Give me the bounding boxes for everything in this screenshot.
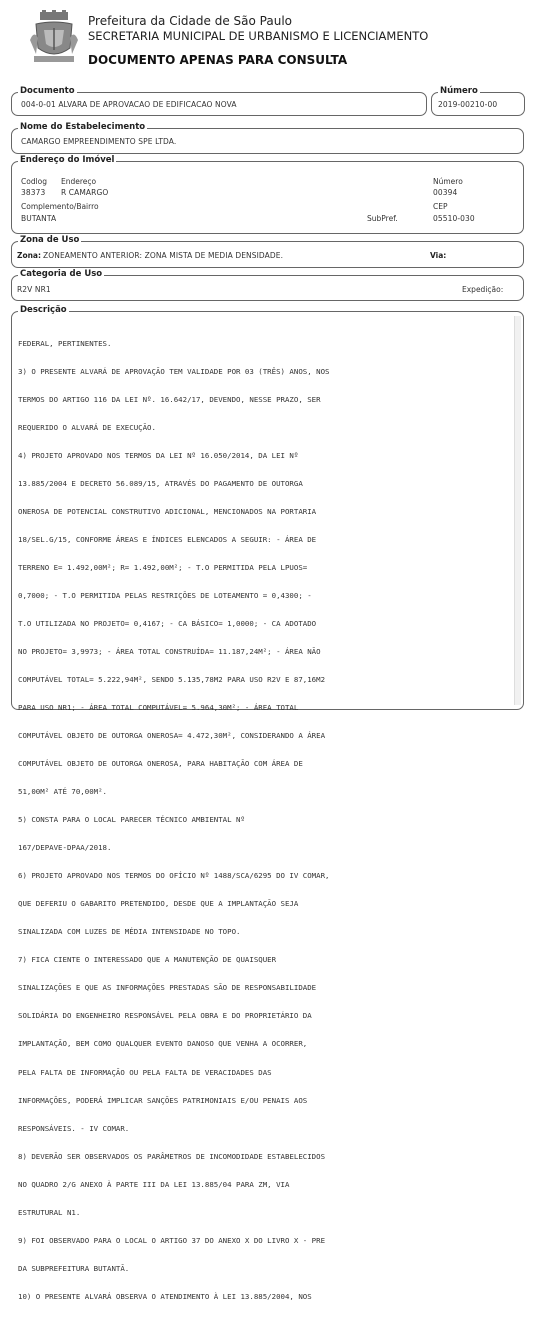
endereco-numero-label: Número — [433, 177, 463, 186]
page-title: DOCUMENTO APENAS PARA CONSULTA — [88, 53, 348, 67]
descricao-line: 5) CONSTA PARA O LOCAL PARECER TÉCNICO AMBIENTAL Nº — [18, 815, 245, 825]
descricao-line: SINALIZADA COM LUZES DE MÉDIA INTENSIDADE NO TOPO. — [18, 927, 241, 937]
descricao-line: COMPUTÁVEL OBJETO DE OUTORGA ONEROSA= 4.472,30M², CONSIDERANDO A ÁREA — [18, 731, 326, 741]
city-crest-icon — [30, 10, 78, 66]
descricao-line: ESTRUTURAL N1. — [18, 1207, 81, 1217]
descricao-line: NO PROJETO= 3,9973; - ÁREA TOTAL CONSTRUÍDA= 11.187,24M²; - ÁREA NÃO — [18, 647, 321, 657]
categoria-value: R2V NR1 — [17, 285, 51, 294]
descricao-line: PARA USO NR1; - ÁREA TOTAL COMPUTÁVEL= 5.964,30M²; - ÁREA TOTAL — [18, 703, 299, 713]
descricao-line: T.O UTILIZADA NO PROJETO= 0,4167; - CA BÁSICO= 1,0000; - CA ADOTADO — [18, 619, 317, 628]
descricao-legend: Descrição — [20, 305, 67, 315]
codlog-label: Codlog — [21, 177, 48, 186]
descricao-line: FEDERAL, PERTINENTES. — [18, 338, 112, 348]
endereco-box — [11, 155, 524, 234]
descricao-line: 167/DEPAVE-DPAA/2018. — [18, 843, 112, 853]
descricao-text — [18, 320, 513, 1320]
numero-box — [431, 86, 525, 116]
numero-label: Número — [440, 86, 478, 96]
zona-value: ZONEAMENTO ANTERIOR: ZONA MISTA DE MEDIA DENSIDADE. — [43, 251, 284, 260]
descricao-line: 8) DEVERÃO SER OBSERVADOS OS PARÂMETROS DE INCOMODIDADE ESTABELECIDOS — [18, 1151, 326, 1161]
categoria-box — [11, 269, 524, 301]
documento-label: Documento — [20, 86, 75, 96]
logradouro-value: R CAMARGO — [61, 188, 109, 197]
zona-box — [11, 235, 524, 268]
estabelecimento-value: CAMARGO EMPREENDIMENTO SPE LTDA. — [21, 137, 177, 146]
descricao-line: 3) O PRESENTE ALVARÁ DE APROVAÇÃO TEM VALIDADE POR 03 (TRÊS) ANOS, NOS — [18, 366, 330, 376]
descricao-box — [11, 305, 524, 1301]
documento-value: 004-0-01 ALVARA DE APROVACAO DE EDIFICACAO NOVA — [21, 100, 237, 109]
bairro-value: BUTANTA — [21, 214, 57, 223]
complemento-label: Complemento/Bairro — [21, 202, 99, 211]
codlog-value: 38373 — [21, 188, 46, 197]
cep-value: 05510-030 — [433, 214, 475, 223]
numero-value: 2019-00210-00 — [438, 100, 498, 109]
descricao-line: 9) FOI OBSERVADO PARA O LOCAL O ARTIGO 37 DO ANEXO X DO LIVRO X - PRE — [18, 1235, 326, 1245]
descricao-scrollbar[interactable] — [514, 316, 521, 705]
endereco-label: Endereço do Imóvel — [20, 155, 115, 165]
descricao-line: 51,00M² ATÉ 70,00M². — [18, 787, 107, 797]
descricao-line: 6) PROJETO APROVADO NOS TERMOS DO OFÍCIO Nº 1488/SCA/6295 DO IV COMAR, — [18, 871, 330, 881]
descricao-line: 18/SEL.G/15, CONFORME ÁREAS E ÍNDICES ELENCADOS A SEGUIR: - ÁREA DE — [18, 534, 317, 544]
descricao-line: 10) O PRESENTE ALVARÁ OBSERVA O ATENDIMENTO À LEI 13.885/2004, NOS — [18, 1291, 312, 1301]
endereco-numero-value: 00394 — [433, 188, 458, 197]
documento-box — [11, 86, 427, 116]
categoria-legend: Categoria de Uso — [20, 269, 103, 279]
city-hall-name: Prefeitura da Cidade de São Paulo — [88, 14, 292, 28]
zona-label: Zona: — [17, 251, 41, 260]
descricao-line: ONEROSA DE POTENCIAL CONSTRUTIVO ADICIONAL, MENCIONADOS NA PORTARIA — [18, 506, 317, 516]
descricao-line: QUE DEFERIU O GABARITO PRETENDIDO, DESDE QUE A IMPLANTAÇÃO SEJA — [18, 899, 299, 909]
descricao-line: 4) PROJETO APROVADO NOS TERMOS DA LEI Nº 16.050/2014, DA LEI Nº — [18, 450, 299, 460]
descricao-line: 13.885/2004 E DECRETO 56.089/15, ATRAVÉS DO PAGAMENTO DE OUTORGA — [18, 478, 303, 488]
via-label: Via: — [430, 251, 447, 260]
descricao-line: COMPUTÁVEL OBJETO DE OUTORGA ONEROSA, PARA HABITAÇÃO COM ÁREA DE — [18, 759, 303, 769]
descricao-line: 7) FICA CIENTE O INTERESSADO QUE A MANUTENÇÃO DE QUAISQUER — [18, 955, 277, 965]
estabelecimento-label: Nome do Estabelecimento — [20, 122, 146, 132]
descricao-line: RESPONSÁVEIS. - IV COMAR. — [18, 1123, 130, 1133]
descricao-line: REQUERIDO O ALVARÁ DE EXECUÇÃO. — [18, 422, 156, 432]
subpref-label: SubPref. — [367, 214, 398, 223]
logradouro-label: Endereço — [61, 177, 97, 186]
descricao-line: SINALIZAÇÕES E QUE AS INFORMAÇÕES PRESTADAS SÃO DE RESPONSABILIDADE — [18, 983, 317, 993]
descricao-line: INFORMAÇÕES, PODERÁ IMPLICAR SANÇÕES PATRIMONIAIS E/OU PENAIS AOS — [18, 1095, 308, 1105]
cep-label: CEP — [433, 202, 448, 211]
descricao-line: DA SUBPREFEITURA BUTANTÃ. — [18, 1263, 130, 1273]
descricao-line: COMPUTÁVEL TOTAL= 5.222,94M², SENDO 5.135,78M2 PARA USO R2V E 87,16M2 — [18, 675, 326, 685]
estabelecimento-box — [11, 122, 524, 154]
descricao-line: IMPLANTAÇÃO, BEM COMO QUALQUER EVENTO DANOSO QUE VENHA A OCORRER, — [18, 1039, 308, 1049]
expedicao-label: Expedição: — [462, 285, 504, 294]
descricao-line: PELA FALTA DE INFORMAÇÃO OU PELA FALTA DE VERACIDADES DAS — [18, 1067, 272, 1077]
descricao-line: TERRENO E= 1.492,00M²; R= 1.492,00M²; - T.O PERMITIDA PELA LPUOS= — [18, 562, 308, 572]
descricao-line: TERMOS DO ARTIGO 116 DA LEI Nº. 16.642/17, DEVENDO, NESSE PRAZO, SER — [18, 394, 321, 404]
secretariat-name: SECRETARIA MUNICIPAL DE URBANISMO E LICENCIAMENTO — [88, 29, 429, 43]
descricao-line: 0,7000; - T.O PERMITIDA PELAS RESTRIÇÕES DE LOTEAMENTO = 0,4300; - — [18, 590, 312, 600]
zona-legend: Zona de Uso — [20, 235, 80, 245]
descricao-line: SOLIDÁRIA DO ENGENHEIRO RESPONSÁVEL PELA OBRA E DO PROPRIETÁRIO DA — [18, 1011, 312, 1021]
descricao-line: NO QUADRO 2/G ANEXO À PARTE III DA LEI 13.885/04 PARA ZM, VIA — [18, 1179, 290, 1189]
